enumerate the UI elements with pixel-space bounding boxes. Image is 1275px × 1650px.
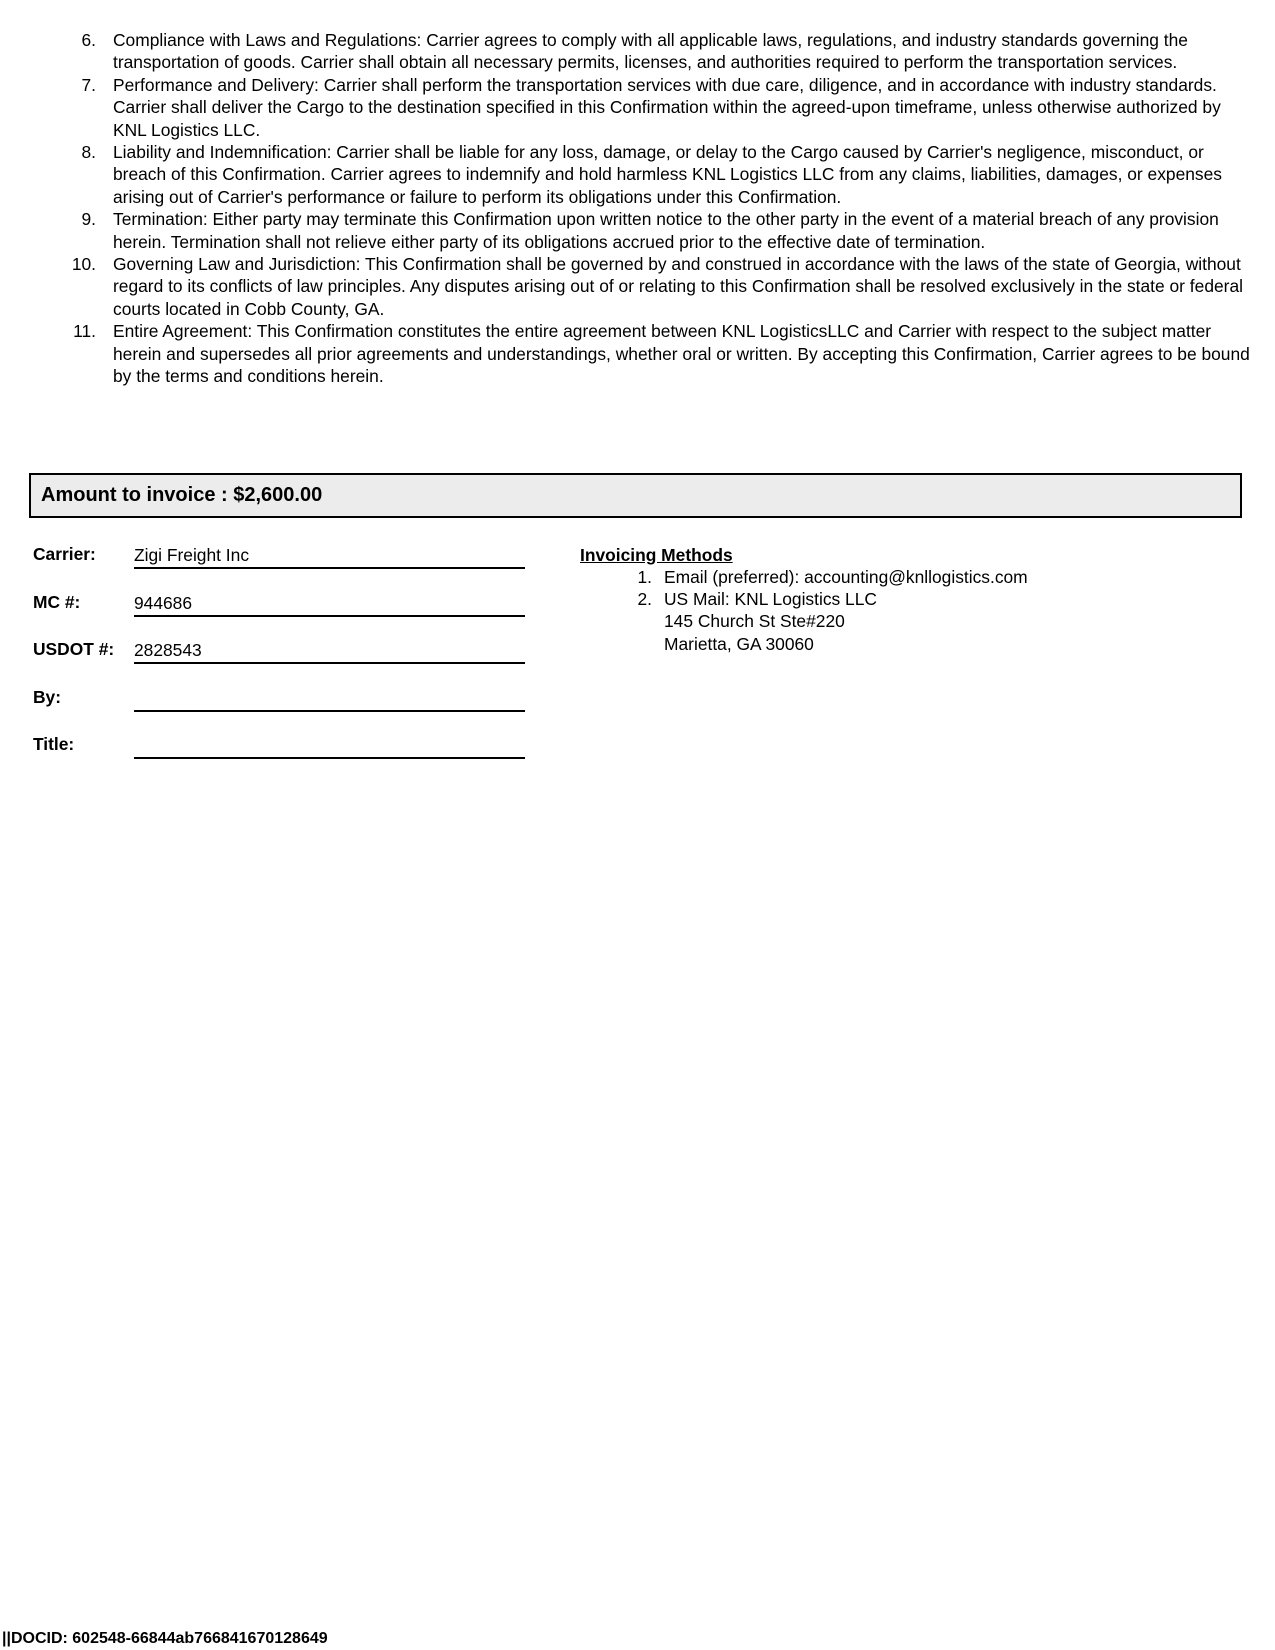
- method-line: 145 Church St Ste#220: [664, 611, 845, 632]
- method-line: US Mail: KNL Logistics LLC: [664, 589, 877, 610]
- term-text: Compliance with Laws and Regulations: Carrier agrees to comply with all applicable laws, regulations, and industry standards governing the transportation of goods. Carrier shall obtain all necessary permits, licenses, and authorities required to perform the transportation services.: [113, 30, 1188, 73]
- term-number: 7.: [81, 74, 96, 95]
- term-text: Performance and Delivery: Carrier shall perform the transportation services with due care, diligence, and in accordance with industry standards. Carrier shall deliver the Cargo to the destination specified in this Confirmation within the agreed-upon timeframe, unless otherwise authorized by KNL Logistics LLC.: [113, 74, 1221, 140]
- term-number: 11.: [73, 321, 96, 342]
- usdot-field[interactable]: 2828543: [134, 639, 525, 664]
- amount-to-invoice-text: Amount to invoice : $2,600.00: [41, 484, 323, 506]
- method-line: Marietta, GA 30060: [664, 633, 814, 654]
- title-field[interactable]: [134, 734, 525, 759]
- term-item: [62, 74, 1252, 141]
- usdot-row: [33, 635, 533, 683]
- term-item: [62, 320, 1252, 387]
- carrier-signature-block: [33, 540, 533, 778]
- term-text: Governing Law and Jurisdiction: This Confirmation shall be governed by and construed in accordance with the laws of the state of Georgia, without regard to its conflicts of law principles. Any disputes arising out of or relating to this Confirmation shall be resolved exclusively in the state or federal courts located in Cobb County, GA.: [113, 254, 1243, 319]
- amount-to-invoice-box: [29, 473, 1242, 518]
- term-item: [62, 29, 1252, 74]
- term-text: Entire Agreement: This Confirmation constitutes the entire agreement between KNL LogisticsLLC and Carrier with respect to the subject matter herein and supersedes all prior agreements and understandings, whether oral or written. By accepting this Confirmation, Carrier agrees to be bound by the terms and conditions herein.: [113, 321, 1250, 387]
- invoicing-methods-title: Invoicing Methods: [580, 545, 733, 565]
- usdot-label: USDOT #:: [33, 639, 115, 659]
- method-number: 1.: [637, 567, 652, 587]
- carrier-field[interactable]: Zigi Freight Inc: [134, 544, 525, 569]
- carrier-label: Carrier:: [33, 544, 96, 564]
- term-number: 8.: [81, 142, 96, 163]
- title-label: Title:: [33, 734, 75, 754]
- by-label: By:: [33, 686, 62, 707]
- mc-label: MC #:: [33, 591, 81, 612]
- terms-list: [62, 29, 1252, 388]
- by-field[interactable]: [134, 687, 525, 712]
- method-line: Email (preferred): accounting@knllogistics.com: [664, 567, 1028, 587]
- mc-row: [33, 588, 533, 636]
- term-number: 9.: [81, 209, 96, 230]
- term-text: Liability and Indemnification: Carrier shall be liable for any loss, damage, or delay to the Cargo caused by Carrier's negligence, misconduct, or breach of this Confirmation. Carrier agrees to indemnify and hold harmless KNL Logistics LLC from any claims, liabilities, damages, or expenses arising out of Carrier's performance or failure to perform its obligations under this Confirmation.: [113, 142, 1222, 207]
- method-number: 2.: [637, 589, 652, 610]
- carrier-row: [33, 540, 533, 588]
- invoicing-method-item: [580, 588, 1240, 655]
- invoicing-methods: [580, 544, 1240, 655]
- term-text: Termination: Either party may terminate this Confirmation upon written notice to the other party in the event of a material breach of any provision herein. Termination shall not relieve either party of its obligations accrued prior to the effective date of termination.: [113, 209, 1219, 252]
- invoicing-method-item: [580, 566, 1240, 588]
- title-row: [33, 730, 533, 778]
- term-item: [62, 208, 1252, 253]
- term-item: [62, 253, 1252, 320]
- by-row: [33, 683, 533, 731]
- term-item: [62, 141, 1252, 208]
- mc-field[interactable]: 944686: [134, 592, 525, 617]
- term-number: 10.: [71, 254, 96, 275]
- document-id: ||DOCID: 602548-66844ab766841670128649: [2, 1630, 328, 1647]
- term-number: 6.: [81, 30, 96, 50]
